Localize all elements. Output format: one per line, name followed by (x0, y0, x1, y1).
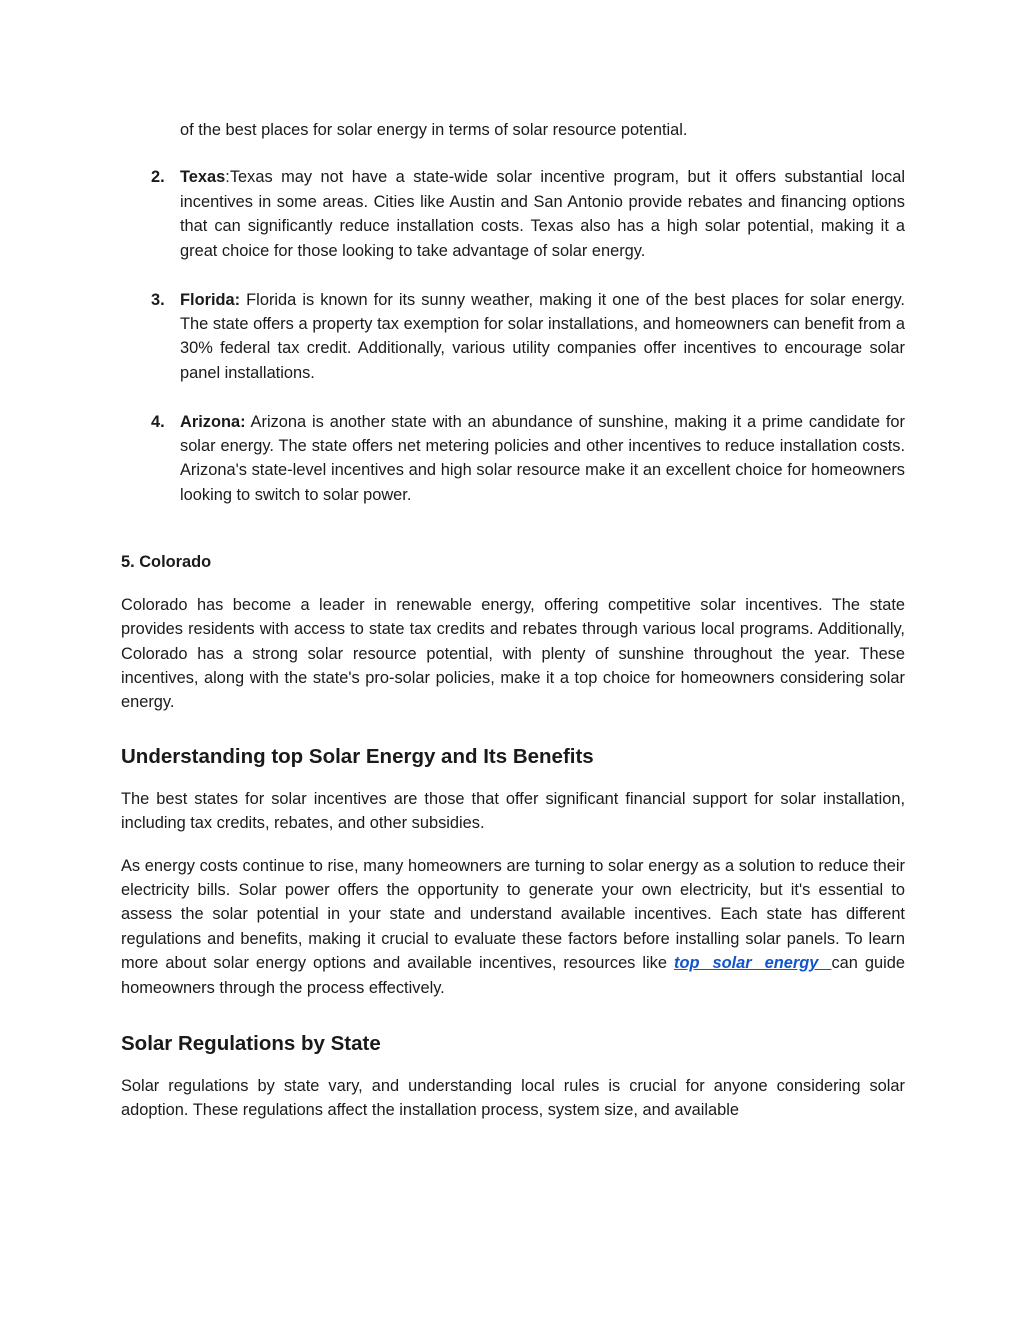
state-name: Arizona: (180, 412, 246, 431)
paragraph-text-before-link: As energy costs continue to rise, many homeowners are turning to solar energy as a solution to reduce their electricity bills. Solar power offers the opportunity to generate your own electricity, but it's essential to assess the solar potential in your state and understand available incentives. Each state has different regulations and benefits, making it crucial to evaluate these factors before installing solar panels. To learn more about solar energy options and available incentives, resources like (121, 856, 905, 973)
intro-continuation: of the best places for solar energy in terms of solar resource potential. (180, 121, 688, 139)
list-number: 3. (151, 290, 165, 309)
top-solar-energy-link[interactable]: top solar energy (674, 954, 832, 973)
state-separator: : (225, 168, 230, 187)
understanding-paragraph-1: The best states for solar incentives are those that offer significant financial support for solar installation, including tax credits, rebates, and other subsidies. (121, 789, 905, 833)
state-description: Arizona is another state with an abundance of sunshine, making it a prime candidate for solar energy. The state offers net metering policies and other incentives to reduce installation costs. Arizona's state-level incentives and high solar resource make it an excellent choice for homeowners looking to switch to solar power. (180, 412, 905, 504)
regulations-paragraph: Solar regulations by state vary, and understanding local rules is crucial for anyone considering solar adoption. These regulations affect the installation process, system size, and available (121, 1076, 905, 1120)
list-number: 2. (151, 168, 165, 187)
list-item-arizona (121, 410, 905, 508)
state-description: Florida is known for its sunny weather, making it one of the best places for solar energy. The state offers a property tax exemption for solar installations, and homeowners can benefit from a 30% federal tax credit. Additionally, various utility companies offer incentives to encourage solar panel installations. (180, 290, 905, 382)
understanding-paragraph-2 (121, 854, 905, 1000)
colorado-heading: 5. Colorado (121, 553, 212, 572)
list-item-texas (121, 165, 905, 263)
state-name: Florida: (180, 290, 241, 309)
list-number: 4. (151, 412, 165, 431)
list-item-florida (121, 288, 905, 386)
regulations-heading: Solar Regulations by State (121, 1031, 381, 1055)
colorado-paragraph: Colorado has become a leader in renewable energy, offering competitive solar incentives. The state provides residents with access to state tax credits and rebates through various local programs. Additionally, Colorado has a strong solar resource potential, with plenty of sunshine throughout the year. These incentives, along with the state's pro-solar policies, make it a top choice for homeowners considering solar energy. (121, 595, 905, 712)
state-description: Texas may not have a state-wide solar incentive program, but it offers substantial local incentives in some areas. Cities like Austin and San Antonio provide rebates and financing options that can significantly reduce installation costs. Texas also has a high solar potential, making it a great choice for those looking to take advantage of solar energy. (180, 168, 905, 260)
understanding-heading: Understanding top Solar Energy and Its Benefits (121, 744, 594, 768)
document-page (121, 118, 905, 1123)
paragraph-text-after-link: can guide homeowners through the process effectively. (121, 954, 905, 997)
state-name: Texas (180, 168, 226, 187)
states-list (121, 165, 905, 507)
